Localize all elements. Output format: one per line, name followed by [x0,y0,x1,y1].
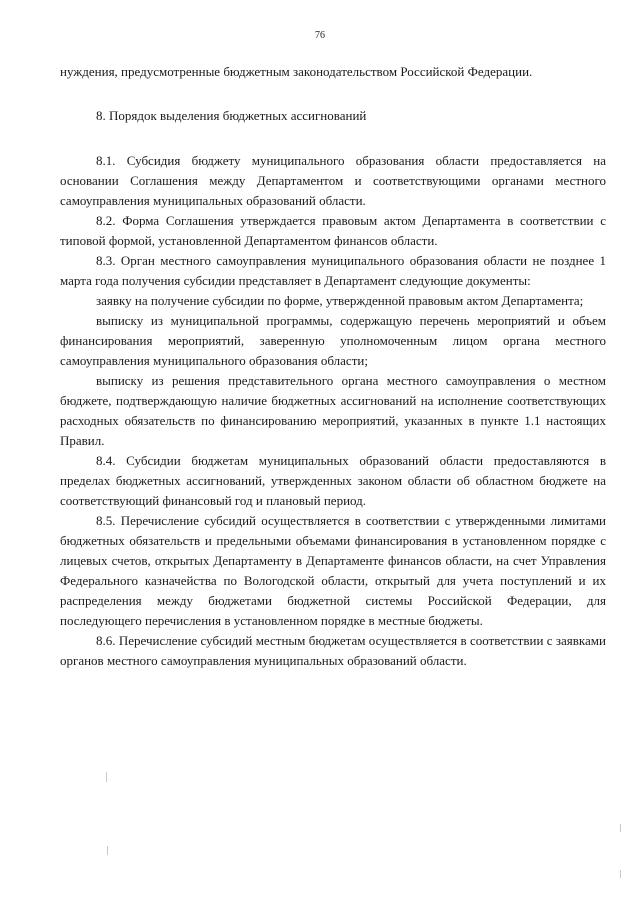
paragraph-8-4: 8.4. Субсидии бюджетам муниципальных образований области предоставляются в пределах бюджетных ассигнований, утвержденных законом области об областном бюджете на соответствующий финансовый год и плановый период. [60,453,606,508]
document-body [60,62,606,671]
paragraph-8-6: 8.6. Перечисление субсидий местным бюджетам осуществляется в соответствии с заявками органов местного самоуправления муниципальных образований области. [60,633,606,668]
lead-paragraph: нуждения, предусмотренные бюджетным законодательством Российской Федерации. [60,64,533,79]
scan-mark [107,846,108,855]
scan-mark [620,824,621,832]
list-item-application: заявку на получение субсидии по форме, утвержденной правовым актом Департамента; [96,293,584,308]
scan-mark [620,870,621,878]
list-item-decision-extract: выписку из решения представительного органа местного самоуправления о местном бюджете, подтверждающую наличие бюджетных ассигнований на исполнение соответствующих расходных обязательств по финансированию мероприятий, указанных в пункте 1.1 настоящих Правил. [60,373,606,448]
section-heading: 8. Порядок выделения бюджетных ассигнований [96,108,367,123]
paragraph-8-3: 8.3. Орган местного самоуправления муниципального образования области не позднее 1 марта года получения субсидии представляет в Департамент следующие документы: [60,253,606,288]
paragraph-8-5: 8.5. Перечисление субсидий осуществляется в соответствии с утвержденными лимитами бюджетных обязательств и предельными объемами финансирования в установленном порядке с лицевых счетов, открытых Департаменту в Департаменте финансов области, на счет Управления Федерального казначейства по Вологодской области, открытый для учета поступлений и их распределения между бюджетами бюджетной системы Российской Федерации, для последующего перечисления в установленном порядке в местные бюджеты. [60,513,606,628]
list-item-program-extract: выписку из муниципальной программы, содержащую перечень мероприятий и объем финансирования мероприятий, заверенную уполномоченным лицом органа местного самоуправления муниципального образования области; [60,313,606,368]
paragraph-8-1: 8.1. Субсидия бюджету муниципального образования области предоставляется на основании Соглашения между Департаментом и соответствующими органами местного самоуправления муниципальных образований области. [60,153,606,208]
page-number: 76 [315,30,325,41]
paragraph-8-2: 8.2. Форма Соглашения утверждается правовым актом Департамента в соответствии с типовой формой, установленной Департаментом финансов области. [60,213,606,248]
scan-mark [106,772,107,782]
